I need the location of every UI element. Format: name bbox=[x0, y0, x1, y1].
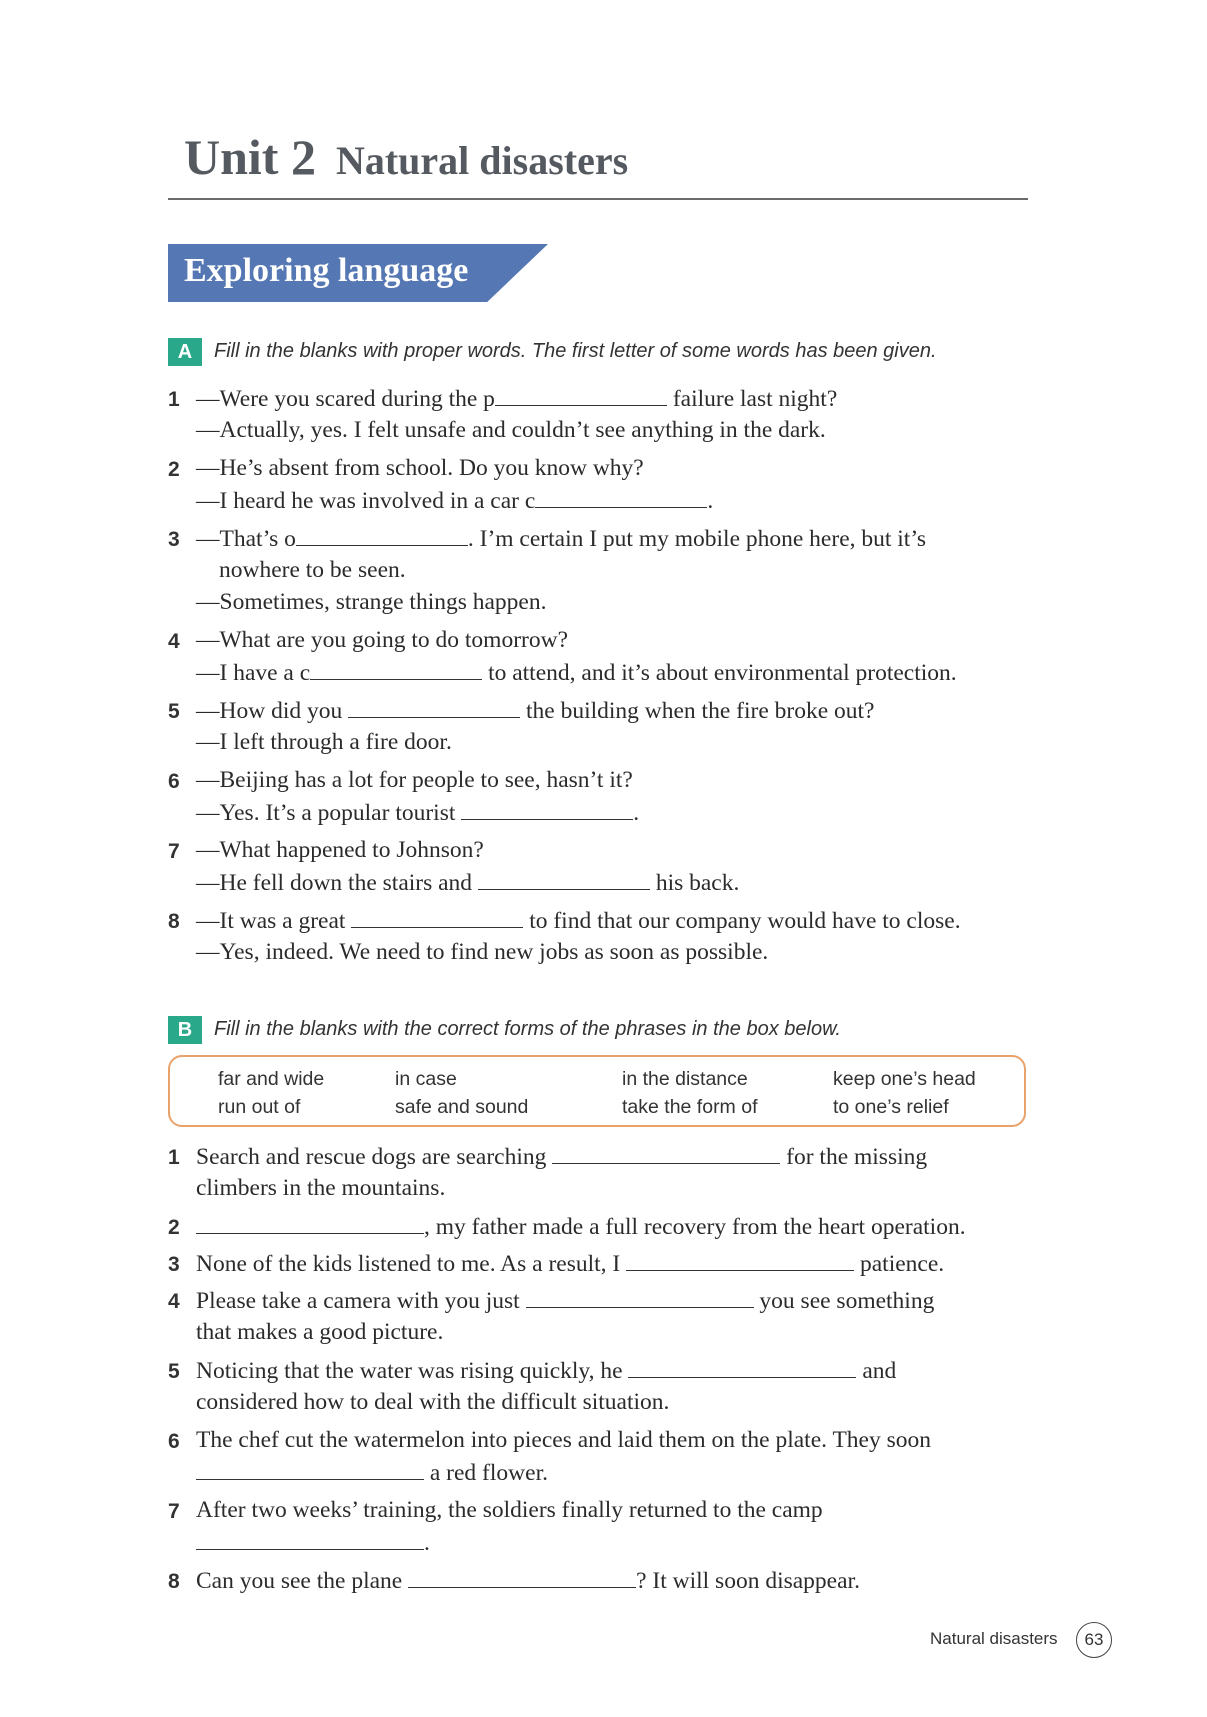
title-divider bbox=[168, 198, 1028, 200]
text: —How did you bbox=[196, 698, 349, 724]
answer-blank[interactable] bbox=[628, 1357, 856, 1378]
b7-number: 7 bbox=[168, 1500, 180, 1523]
answer-blank[interactable] bbox=[196, 1529, 424, 1550]
answer-blank[interactable] bbox=[348, 697, 520, 718]
text: failure last night? bbox=[666, 386, 838, 412]
a5-question bbox=[196, 697, 874, 725]
b3-number: 3 bbox=[168, 1253, 180, 1276]
answer-blank[interactable] bbox=[408, 1567, 636, 1588]
a2-answer bbox=[196, 487, 713, 515]
a6-question: —Beijing has a lot for people to see, hasn’t it? bbox=[196, 767, 633, 793]
text: patience. bbox=[854, 1251, 945, 1277]
a8-answer: —Yes, indeed. We need to find new jobs as soon as possible. bbox=[196, 939, 769, 965]
b1-sentence bbox=[196, 1143, 927, 1171]
a7-question: —What happened to Johnson? bbox=[196, 837, 484, 863]
answer-blank[interactable] bbox=[196, 1459, 424, 1480]
a3-answer: —Sometimes, strange things happen. bbox=[196, 589, 547, 615]
text: . I’m certain I put my mobile phone here, but it’s bbox=[467, 526, 927, 552]
section-b-badge: B bbox=[168, 1016, 202, 1044]
answer-blank[interactable] bbox=[310, 659, 482, 680]
phrase: run out of bbox=[218, 1096, 301, 1118]
text: his back. bbox=[649, 870, 740, 896]
unit-heading bbox=[184, 128, 628, 186]
text: —Were you scared during the p bbox=[196, 386, 495, 412]
answer-blank[interactable] bbox=[351, 907, 523, 928]
phrase: to one’s relief bbox=[833, 1096, 949, 1118]
answer-blank[interactable] bbox=[478, 869, 650, 890]
text: ? It will soon disappear. bbox=[636, 1568, 860, 1594]
text: Please take a camera with you just bbox=[196, 1288, 526, 1314]
text: —He fell down the stairs and bbox=[196, 870, 478, 896]
phrase: in the distance bbox=[622, 1068, 748, 1090]
b2-number: 2 bbox=[168, 1216, 180, 1239]
text: and bbox=[856, 1358, 897, 1384]
phrase: safe and sound bbox=[395, 1096, 529, 1118]
b2-sentence bbox=[196, 1213, 966, 1241]
section-a-instruction: Fill in the blanks with proper words. The first letter of some words has been given. bbox=[214, 340, 937, 362]
page-number: 63 bbox=[1076, 1622, 1112, 1658]
b8-number: 8 bbox=[168, 1570, 180, 1593]
b3-sentence bbox=[196, 1250, 944, 1278]
answer-blank[interactable] bbox=[296, 525, 468, 546]
unit-title: Natural disasters bbox=[335, 138, 629, 183]
text: to attend, and it’s about environmental protection. bbox=[482, 660, 957, 686]
text: —I heard he was involved in a car c bbox=[196, 488, 536, 514]
b5-sentence-cont: considered how to deal with the difficult situation. bbox=[196, 1389, 670, 1415]
a3-question bbox=[196, 525, 926, 553]
a2-number: 2 bbox=[168, 458, 180, 481]
a8-number: 8 bbox=[168, 910, 180, 933]
a2-question: —He’s absent from school. Do you know why? bbox=[196, 455, 644, 481]
answer-blank[interactable] bbox=[526, 1287, 754, 1308]
text: Search and rescue dogs are searching bbox=[196, 1144, 553, 1170]
b1-sentence-cont: climbers in the mountains. bbox=[196, 1175, 446, 1201]
text: None of the kids listened to me. As a result, I bbox=[196, 1251, 627, 1277]
text: , my father made a full recovery from the heart operation. bbox=[424, 1214, 966, 1240]
text: the building when the fire broke out? bbox=[520, 698, 875, 724]
a5-number: 5 bbox=[168, 700, 180, 723]
text: . bbox=[633, 800, 640, 826]
text: to find that our company would have to close. bbox=[523, 908, 961, 934]
b5-sentence bbox=[196, 1357, 896, 1385]
text: —I have a c bbox=[196, 660, 311, 686]
section-b-instruction: Fill in the blanks with the correct forms of the phrases in the box below. bbox=[214, 1018, 841, 1040]
phrase: keep one’s head bbox=[833, 1068, 976, 1090]
a4-answer bbox=[196, 659, 957, 687]
text: Can you see the plane bbox=[196, 1568, 409, 1594]
b6-sentence: The chef cut the watermelon into pieces and laid them on the plate. They soon bbox=[196, 1427, 932, 1453]
footer-label: Natural disasters bbox=[930, 1629, 1058, 1648]
text: Noticing that the water was rising quickly, he bbox=[196, 1358, 629, 1384]
b1-number: 1 bbox=[168, 1146, 180, 1169]
a4-number: 4 bbox=[168, 630, 180, 653]
answer-blank[interactable] bbox=[461, 799, 633, 820]
answer-blank[interactable] bbox=[495, 385, 667, 406]
b7-sentence: After two weeks’ training, the soldiers finally returned to the camp bbox=[196, 1497, 823, 1523]
a5-answer: —I left through a fire door. bbox=[196, 729, 452, 755]
a7-number: 7 bbox=[168, 840, 180, 863]
answer-blank[interactable] bbox=[626, 1250, 854, 1271]
text: for the missing bbox=[780, 1144, 928, 1170]
answer-blank[interactable] bbox=[535, 487, 707, 508]
answer-blank[interactable] bbox=[552, 1143, 780, 1164]
a6-number: 6 bbox=[168, 770, 180, 793]
section-a-badge: A bbox=[168, 338, 202, 366]
a1-answer: —Actually, yes. I felt unsafe and couldn’t see anything in the dark. bbox=[196, 417, 826, 443]
a4-question: —What are you going to do tomorrow? bbox=[196, 627, 568, 653]
a3-number: 3 bbox=[168, 528, 180, 551]
text: you see something bbox=[753, 1288, 935, 1314]
b4-sentence-cont: that makes a good picture. bbox=[196, 1319, 444, 1345]
a7-answer bbox=[196, 869, 739, 897]
b7-sentence-cont bbox=[196, 1529, 430, 1557]
phrase: in case bbox=[395, 1068, 457, 1090]
b4-sentence bbox=[196, 1287, 934, 1315]
a8-question bbox=[196, 907, 961, 935]
a3-question-cont: nowhere to be seen. bbox=[219, 557, 406, 583]
a1-question bbox=[196, 385, 837, 413]
b6-sentence-cont bbox=[196, 1459, 548, 1487]
b4-number: 4 bbox=[168, 1290, 180, 1313]
phrase: take the form of bbox=[622, 1096, 758, 1118]
a6-answer bbox=[196, 799, 639, 827]
b8-sentence bbox=[196, 1567, 860, 1595]
b6-number: 6 bbox=[168, 1430, 180, 1453]
section-banner-label: Exploring language bbox=[184, 252, 469, 289]
phrase: far and wide bbox=[218, 1068, 325, 1090]
a1-number: 1 bbox=[168, 388, 180, 411]
text: . bbox=[424, 1530, 430, 1556]
text: —Yes. It’s a popular tourist bbox=[196, 800, 462, 826]
text: —That’s o bbox=[196, 526, 296, 552]
text: . bbox=[707, 488, 714, 514]
unit-number: Unit 2 bbox=[184, 129, 316, 185]
text: a red flower. bbox=[424, 1460, 548, 1486]
b5-number: 5 bbox=[168, 1360, 180, 1383]
answer-blank[interactable] bbox=[196, 1213, 424, 1234]
text: —It was a great bbox=[196, 908, 352, 934]
